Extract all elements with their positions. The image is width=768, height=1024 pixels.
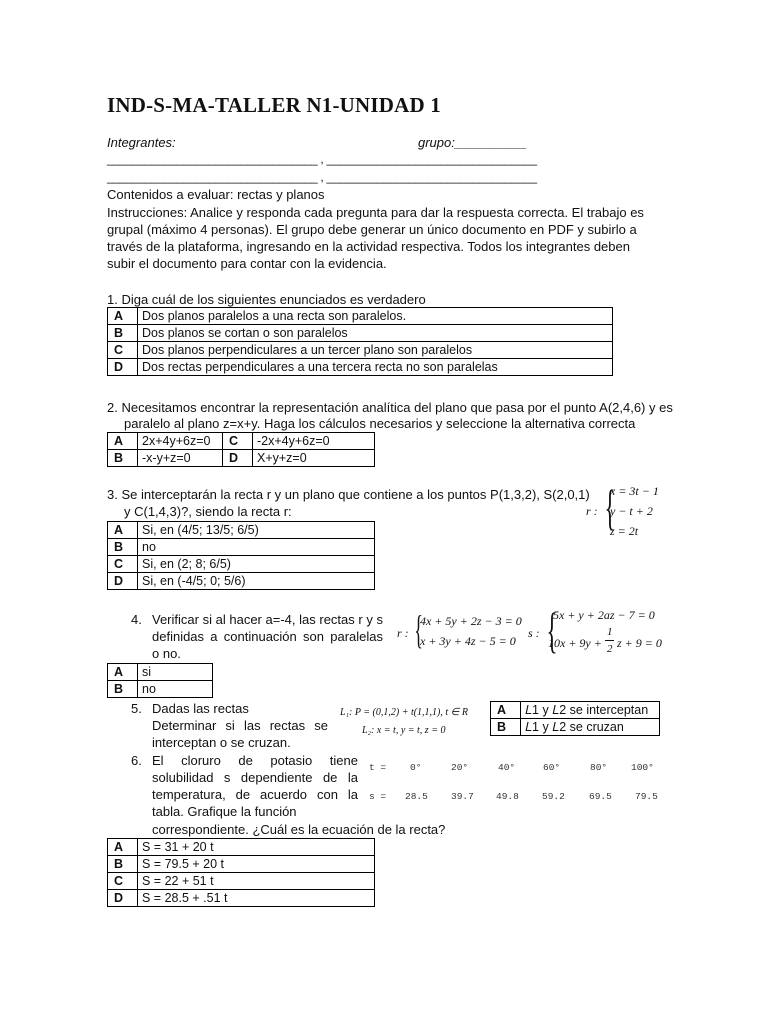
brace-icon: {: [546, 602, 558, 658]
contents-line: Contenidos a evaluar: rectas y planos: [107, 187, 325, 202]
option-text: S = 22 + 51 t: [138, 873, 375, 890]
equation: x = 3t − 1: [610, 484, 659, 498]
option-key: D: [108, 890, 138, 907]
option-row: [108, 450, 375, 467]
option-key: B: [108, 325, 138, 342]
option-text: S = 31 + 20 t: [138, 839, 375, 856]
equation: x + 3y + 4z − 5 = 0: [420, 634, 516, 648]
s-value: 79.5: [635, 791, 658, 802]
s-label: s :: [528, 626, 540, 640]
option-text: Si, en (-4/5; 0; 5/6): [138, 573, 375, 590]
option-row: [108, 342, 613, 359]
option-text: Dos rectas perpendiculares a una tercera recta no son paralelas: [138, 359, 613, 376]
option-key: B: [108, 539, 138, 556]
option-row: [108, 522, 375, 539]
option-key: C: [108, 556, 138, 573]
option-text: si: [138, 664, 213, 681]
integrantes-label: Integrantes:: [107, 135, 176, 150]
question-5-line1: Dadas las rectas: [152, 701, 249, 716]
option-row: [108, 681, 213, 698]
option-text: Dos planos perpendiculares a un tercer plano son paralelos: [138, 342, 613, 359]
page-title: IND-S-MA-TALLER N1-UNIDAD 1: [107, 93, 442, 117]
equation: 5x + y + 2az − 7 = 0: [553, 608, 655, 622]
option-key: C: [223, 433, 253, 450]
option-text: Dos planos se cortan o son paralelos: [138, 325, 613, 342]
option-key: C: [108, 873, 138, 890]
q6-options: [107, 838, 375, 907]
blank-line: _________________________________ , _________________________________: [107, 152, 537, 166]
option-row: [108, 308, 613, 325]
s-value: 59.2: [542, 791, 565, 802]
option-row: [108, 664, 213, 681]
grupo-label: grupo:__________: [418, 135, 528, 150]
option-key: D: [108, 359, 138, 376]
option-text: 2x+4y+6z=0: [138, 433, 223, 450]
option-key: A: [108, 308, 138, 325]
option-key: A: [108, 664, 138, 681]
question-3-cont: y C(1,4,3)?, siendo la recta r:: [124, 504, 292, 519]
question-5-number: 5.: [131, 701, 142, 716]
equation: 4x + 5y + 2z − 3 = 0: [420, 614, 522, 628]
option-text: S = 28.5 + .51 t: [138, 890, 375, 907]
option-text: no: [138, 539, 375, 556]
option-text: 𝐿1 y 𝐿2 se cruzan: [521, 719, 660, 736]
s-value: 28.5: [405, 791, 428, 802]
line-l1-definition: L₁: P = (0,1,2) + t(1,1,1), t ∈ R: [340, 707, 468, 718]
option-key: A: [108, 522, 138, 539]
option-key: D: [223, 450, 253, 467]
s-value: 69.5: [589, 791, 612, 802]
question-2-cont: paralelo al plano z=x+y. Haga los cálculos necesarios y seleccione la alternativa correcta: [124, 416, 636, 431]
option-row: [108, 539, 375, 556]
instructions: Instrucciones: Analice y responda cada pregunta para dar la respuesta correcta. El trabajo es grupal (máximo 4 personas). El grupo debe generar un único documento en PDF y subirlo a través de la plataforma, ingresando en la actividad respectiva. Todos los integrantes deben subir el documento para contar con la evidencia.: [107, 205, 644, 271]
option-key: D: [108, 573, 138, 590]
question-5: Determinar si las rectas se interceptan o se cruzan.: [152, 718, 328, 750]
option-key: B: [108, 856, 138, 873]
equation: 10x + 9y +: [548, 636, 602, 650]
option-row: [491, 719, 660, 736]
fraction-bar: [605, 640, 614, 641]
question-6-number: 6.: [131, 753, 142, 768]
t-value: 20°: [451, 762, 469, 773]
option-row: [108, 573, 375, 590]
question-6: El cloruro de potasio tiene solubilidad s dependiente de la temperatura, de acuerdo con la tabla. Grafique la función: [152, 753, 358, 819]
option-key: A: [108, 839, 138, 856]
option-key: A: [491, 702, 521, 719]
line-l2-definition: L₂: x = t, y = t, z = 0: [362, 725, 446, 736]
option-row: [108, 359, 613, 376]
option-text: Si, en (2; 8; 6/5): [138, 556, 375, 573]
option-text: -2x+4y+6z=0: [253, 433, 375, 450]
option-row: [108, 890, 375, 907]
equation: z + 9 = 0: [617, 636, 662, 650]
question-1: 1. Diga cuál de los siguientes enunciados es verdadero: [107, 292, 426, 307]
option-key: B: [108, 450, 138, 467]
option-row: [108, 556, 375, 573]
t-value: 80°: [590, 762, 608, 773]
t-value: 60°: [543, 762, 561, 773]
option-text: -x-y+z=0: [138, 450, 223, 467]
option-text: X+y+z=0: [253, 450, 375, 467]
r-label: r :: [397, 626, 409, 640]
brace-icon: {: [414, 607, 423, 652]
s-value: 49.8: [496, 791, 519, 802]
option-row: [108, 839, 375, 856]
option-key: A: [108, 433, 138, 450]
q2-options: [107, 432, 375, 467]
t-value: 0°: [410, 762, 422, 773]
option-row: [108, 433, 375, 450]
option-key: B: [108, 681, 138, 698]
option-row: [108, 873, 375, 890]
q5-options: [490, 701, 660, 736]
question-4: Verificar si al hacer a=-4, las rectas r y s definidas a continuación son paralelas o no.: [152, 612, 383, 661]
option-key: C: [108, 342, 138, 359]
question-3: 3. Se interceptarán la recta r y un plano que contiene a los puntos P(1,3,2), S(2,0,1): [107, 487, 590, 502]
option-text: 𝐿1 y 𝐿2 se interceptan: [521, 702, 660, 719]
fraction-numerator: 1: [607, 626, 613, 638]
option-text: Dos planos paralelos a una recta son paralelos.: [138, 308, 613, 325]
question-4-number: 4.: [131, 612, 142, 627]
s-row-label: s =: [369, 791, 387, 802]
option-row: [108, 856, 375, 873]
s-value: 39.7: [451, 791, 474, 802]
t-row-label: t =: [369, 762, 387, 773]
option-text: Si, en (4/5; 13/5; 6/5): [138, 522, 375, 539]
brace-icon: {: [604, 479, 616, 535]
q1-options: [107, 307, 613, 376]
r-label: r :: [586, 504, 598, 518]
equation: y − t + 2: [610, 504, 653, 518]
fraction-denominator: 2: [607, 643, 613, 655]
option-row: [108, 325, 613, 342]
t-value: 40°: [498, 762, 516, 773]
option-text: S = 79.5 + 20 t: [138, 856, 375, 873]
question-6-last: correspondiente. ¿Cuál es la ecuación de la recta?: [152, 822, 446, 837]
option-key: B: [491, 719, 521, 736]
equation: z = 2t: [610, 524, 639, 538]
q3-options: [107, 521, 375, 590]
t-value: 100°: [631, 762, 654, 773]
option-row: [491, 702, 660, 719]
question-2: 2. Necesitamos encontrar la representación analítica del plano que pasa por el punto A(2,4,6) y es: [107, 400, 673, 415]
blank-line: _________________________________ , _________________________________: [107, 170, 537, 184]
option-text: no: [138, 681, 213, 698]
q4-options: [107, 663, 213, 698]
